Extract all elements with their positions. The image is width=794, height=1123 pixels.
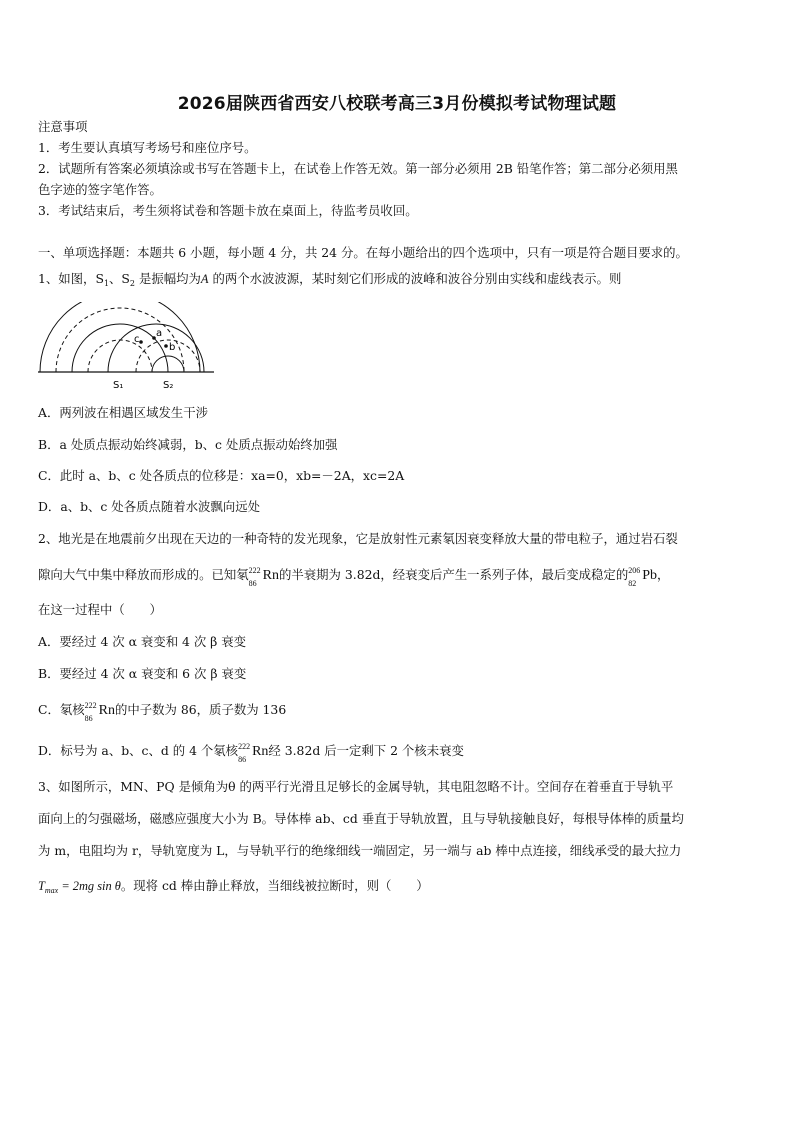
pb-nuclide: 206 82 Pb — [628, 566, 658, 588]
q1-option-b: B．a 处质点振动始终减弱，b、c 处质点振动始终加强 — [38, 437, 338, 452]
q3-line-1: 3、如图所示，MN、PQ 是倾角为θ 的两平行光滑且足够长的金属导轨，其电阻忽略不计。空间存在着垂直于导轨平 — [38, 779, 674, 794]
label-a: a — [156, 328, 163, 339]
q2-option-a: A．要经过 4 次 α 衰变和 4 次 β 衰变 — [38, 634, 247, 649]
point-b — [164, 344, 168, 348]
q2-option-c: C．氡核 222 86 Rn的中子数为 86，质子数为 136 — [38, 701, 287, 723]
notice-item-1: 1．考生要认真填写考场号和座位序号。 — [38, 140, 257, 155]
q1-stem: 1、如图，$S_1$、$S_2$ 是振幅均为A 的两个水波波源，某时刻它们形成的波峰和波谷分别由实线和虚线表示。则 — [38, 271, 622, 288]
label-s2: S₂ — [163, 380, 174, 391]
q1-option-a: A．两列波在相遇区域发生干涉 — [38, 405, 209, 420]
label-c: c — [134, 334, 140, 345]
tmax-formula: $T_{max} = 2mg$ sin θ — [38, 879, 121, 895]
q2-option-b: B．要经过 4 次 α 衰变和 6 次 β 衰变 — [38, 666, 247, 681]
q3-line-3: 为 m，电阻均为 r，导轨宽度为 L，与导轨平行的绝缘细线一端固定，另一端与 ab 棒中点连接，细线承受的最大拉力 — [38, 843, 682, 858]
section-heading: 一、单项选择题：本题共 6 小题，每小题 4 分，共 24 分。在每小题给出的四个选项中，只有一项是符合题目要求的。 — [38, 245, 688, 260]
page-title: 2026届陕西省西安八校联考高三3月份模拟考试物理试题 — [177, 94, 617, 114]
notice-item-2: 2．试题所有答案必须填涂或书写在答题卡上，在试卷上作答无效。第一部分必须用 2B 铅笔作答；第二部分必须用黑 — [38, 161, 678, 176]
label-s1: S₁ — [113, 380, 124, 391]
q2-option-d: D．标号为 a、b、c、d 的 4 个氡核 222 86 Rn经 3.82d 后一定剩下 2 个核未衰变 — [38, 742, 464, 764]
q1-option-d: D．a、b、c 处各质点随着水波飘向远处 — [38, 499, 260, 514]
notice-item-2-cont: 色字迹的签字笔作答。 — [38, 182, 162, 197]
notice-heading: 注意事项 — [38, 119, 88, 134]
rn-nuclide: 222 86 Rn — [248, 566, 279, 588]
q3-line-4: $T_{max} = 2mg$ sin θ。现将 cd 棒由静止释放，当细线被拉断时，则（ ） — [38, 878, 429, 895]
q1-option-c: C．此时 a、b、c 处各质点的位移是：xa=0，xb=－2A，xc=2A — [38, 468, 405, 483]
q3-line-2: 面向上的匀强磁场，磁感应强度大小为 B。导体棒 ab、cd 垂直于导轨放置，且与导轨接触良好，每根导体棒的质量均 — [38, 811, 684, 826]
q2-line-2: 隙向大气中集中释放而形成的。已知氡 222 86 Rn的半衰期为 3.82d，经衰变后产生一系列子体，最后变成稳定的 206 82 Pb， — [38, 566, 670, 588]
q2-line-3: 在这一过程中（ ） — [38, 602, 162, 617]
wave-figure — [36, 302, 216, 392]
notice-item-3: 3．考试结束后，考生须将试卷和答题卡放在桌面上，待监考员收回。 — [38, 203, 418, 218]
label-b: b — [169, 342, 176, 353]
q2-line-1: 2、地光是在地震前夕出现在天边的一种奇特的发光现象，它是放射性元素氡因衰变释放大量的带电粒子，通过岩石裂 — [38, 531, 678, 546]
point-c — [139, 340, 143, 344]
